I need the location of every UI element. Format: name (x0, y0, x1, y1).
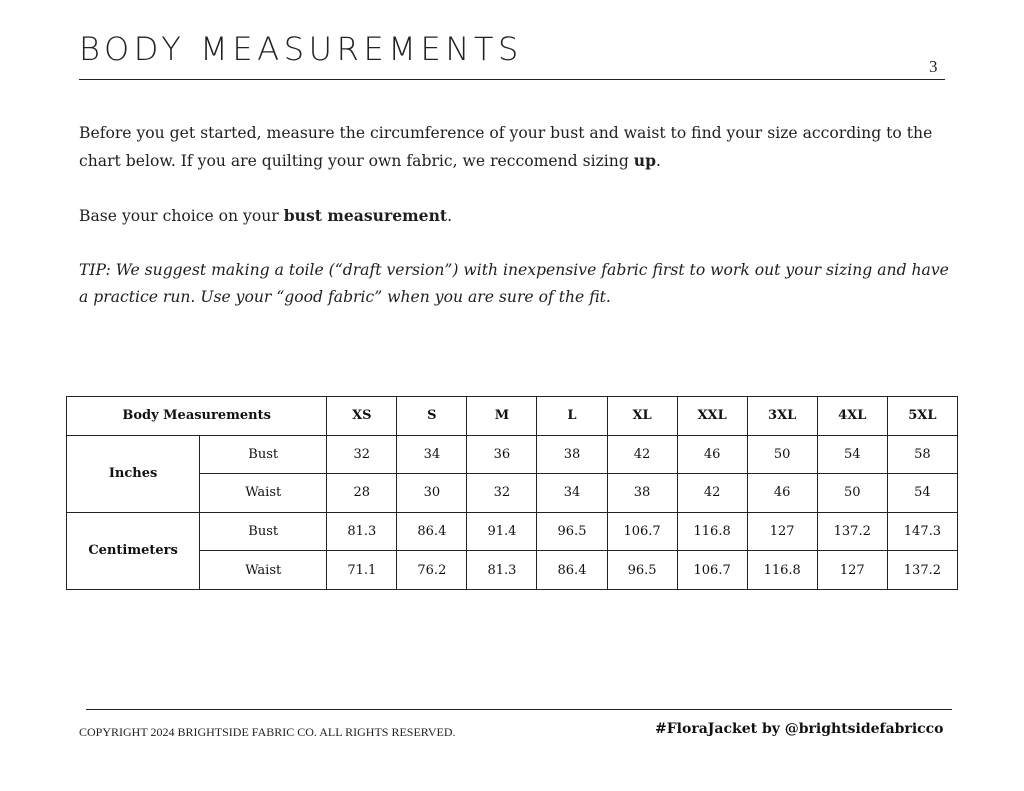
size-header: XXL (677, 397, 747, 436)
table-cell: 50 (817, 474, 887, 513)
bust-text-end: . (447, 207, 453, 225)
table-cell: 116.8 (677, 512, 747, 551)
intro-text: Before you get started, measure the circumference of your bust and waist to find your size according to the chart below. If you are quilting your own fabric, we reccomend sizing (79, 124, 933, 170)
table-cell: 127 (817, 551, 887, 590)
table-cell: 76.2 (397, 551, 467, 590)
page-title: BODY MEASUREMENTS (79, 30, 523, 68)
bust-text: Base your choice on your (79, 207, 284, 225)
table-cell: 36 (467, 435, 537, 474)
table-cell: 58 (887, 435, 957, 474)
row-label: Waist (200, 474, 327, 513)
table-cell: 71.1 (327, 551, 397, 590)
table-cell: 34 (537, 474, 607, 513)
table-cell: 38 (537, 435, 607, 474)
title-divider (79, 79, 945, 80)
table-cell: 86.4 (537, 551, 607, 590)
table-cell: 50 (747, 435, 817, 474)
table-cell: 32 (327, 435, 397, 474)
intro-text-end: . (656, 152, 661, 170)
table-cell: 32 (467, 474, 537, 513)
size-header: 4XL (817, 397, 887, 436)
table-cell: 116.8 (747, 551, 817, 590)
copyright-notice: COPYRIGHT 2024 BRIGHTSIDE FABRIC CO. ALL RIGHTS RESERVED. (79, 725, 456, 739)
table-header-row (67, 397, 958, 436)
table-cell: 28 (327, 474, 397, 513)
table-cell: 86.4 (397, 512, 467, 551)
bust-emphasis: bust measurement (283, 206, 448, 225)
table-cell: 54 (817, 435, 887, 474)
footer-divider (86, 709, 952, 710)
intro-paragraph-sizing (79, 120, 949, 175)
intro-section (79, 120, 949, 311)
table-cell: 96.5 (537, 512, 607, 551)
table-cell: 30 (397, 474, 467, 513)
table-cell: 106.7 (607, 512, 677, 551)
table-cell: 46 (747, 474, 817, 513)
row-label: Waist (200, 551, 327, 590)
table-cell: 81.3 (327, 512, 397, 551)
table-cell: 96.5 (607, 551, 677, 590)
intro-emphasis-up: up (633, 151, 657, 170)
table-row (67, 512, 958, 551)
table-cell: 137.2 (817, 512, 887, 551)
table-cell: 42 (677, 474, 747, 513)
size-header: XL (607, 397, 677, 436)
table-cell: 81.3 (467, 551, 537, 590)
row-label: Bust (200, 435, 327, 474)
intro-paragraph-bust (79, 202, 949, 230)
table-cell: 137.2 (887, 551, 957, 590)
table-cell: 147.3 (887, 512, 957, 551)
table-row (67, 551, 958, 590)
table-cell: 54 (887, 474, 957, 513)
social-hashtag: #FloraJacket by @brightsidefabricco (655, 721, 944, 737)
size-header: XS (327, 397, 397, 436)
table-cell: 127 (747, 512, 817, 551)
group-label-inches: Inches (67, 435, 200, 512)
table-cell: 42 (607, 435, 677, 474)
size-header: 3XL (747, 397, 817, 436)
table-cell: 91.4 (467, 512, 537, 551)
size-header: 5XL (887, 397, 957, 436)
table-cell: 38 (607, 474, 677, 513)
table-cell: 106.7 (677, 551, 747, 590)
page-number: 3 (929, 57, 938, 76)
table-cell: 34 (397, 435, 467, 474)
table-corner-header: Body Measurements (67, 397, 327, 436)
table-cell: 46 (677, 435, 747, 474)
tip-paragraph: TIP: We suggest making a toile (“draft version”) with inexpensive fabric first to work out your sizing and have a practice run. Use your “good fabric” when you are sure of the fit. (79, 261, 949, 306)
table-row (67, 435, 958, 474)
size-chart-table (66, 396, 958, 590)
group-label-centimeters: Centimeters (67, 512, 200, 589)
size-header: M (467, 397, 537, 436)
row-label: Bust (200, 512, 327, 551)
table-row (67, 474, 958, 513)
size-header: S (397, 397, 467, 436)
size-header: L (537, 397, 607, 436)
